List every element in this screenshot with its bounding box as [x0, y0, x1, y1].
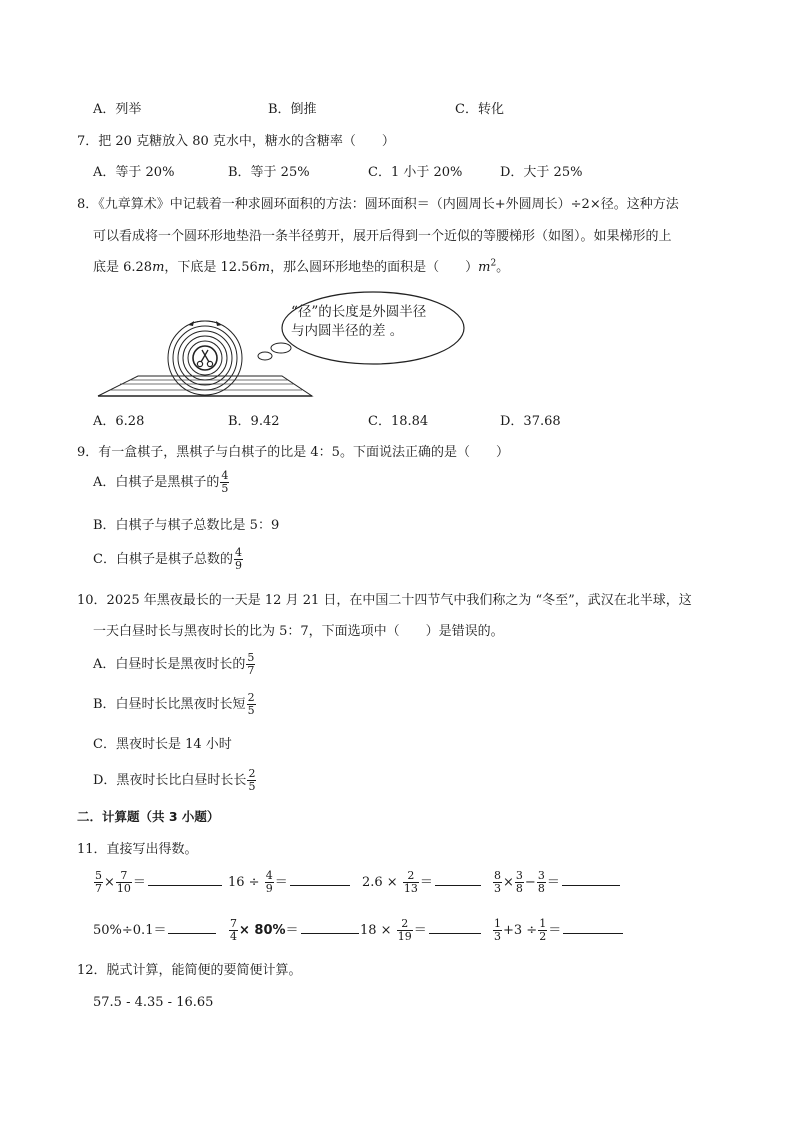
bubble-text-line-2: 与内圆半径的差 。 [291, 323, 404, 339]
q6-option-b: B．倒推 [268, 102, 317, 117]
scissors-icon [197, 350, 212, 367]
q9-option-c: C．白棋子是棋子总数的 $\frac{4}{9}$ [93, 546, 242, 572]
q9-stem: 9．有一盒棋子，黑棋子与白棋子的比是 4：5。下面说法正确的是（ ） [77, 445, 509, 460]
q9-option-a: A．白棋子是黑棋子的 $\frac{4}{5}$ [93, 469, 229, 495]
q11-item-1: $\frac{5}{7}$ × $\frac{7}{10}$ ＝ [93, 868, 222, 898]
q8-option-d: D．37.68 [500, 414, 561, 429]
q11-item-2: 16 ÷ $\frac{4}{9}$ ＝ [228, 868, 350, 898]
q7-option-c: C．1 小于 20% [368, 165, 463, 180]
q7-stem: 7．把 20 克糖放入 80 克水中，糖水的含糖率（ ） [77, 134, 395, 149]
q11-item-5: 50%÷0.1＝ [93, 916, 216, 946]
q8-line-2: 可以看成将一个圆环形地垫沿一条半径剪开，展开后得到一个近似的等腰梯形（如图）。如果梯形的上 [93, 229, 672, 244]
q10-option-a: A．白昼时长是黑夜时长的 $\frac{5}{7}$ [93, 651, 255, 677]
q11-item-8: $\frac{1}{3}$ +3 ÷ $\frac{1}{2}$ ＝ [492, 916, 623, 946]
q11-item-6: $\frac{7}{4}$ × 80%＝ [228, 916, 359, 946]
q11-item-7: 18 × $\frac{2}{19}$ ＝ [360, 916, 481, 946]
q12-stem: 12．脱式计算，能简便的要简便计算。 [77, 963, 302, 978]
q10-line-1: 10．2025 年黑夜最长的一天是 12 月 21 日，在中国二十四节气中我们称之为 “冬至”，武汉在北半球，这 [77, 593, 692, 608]
section-2-title: 二．计算题（共 3 小题） [77, 809, 220, 824]
q6-option-a: A．列举 [93, 102, 142, 117]
q8-line-1: 8．《九章算术》中记载着一种求圆环面积的方法：圆环面积＝（内圆周长+外圆周长）÷2×径。这种方法 [77, 197, 679, 212]
q7-option-d: D．大于 25% [500, 165, 583, 180]
q10-option-c: C．黑夜时长是 14 小时 [93, 737, 232, 752]
q11-stem: 11．直接写出得数。 [77, 842, 198, 857]
q8-option-a: A．6.28 [93, 414, 145, 429]
q9-option-b: B．白棋子与棋子总数比是 5：9 [93, 518, 280, 533]
q8-line-3: 底是 6.28m，下底是 12.56m，那么圆环形地垫的面积是（ ）$m^2$。 [93, 258, 510, 275]
q8-option-b: B．9.42 [228, 414, 280, 429]
q7-option-b: B．等于 25% [228, 165, 310, 180]
q8-option-c: C．18.84 [368, 414, 429, 429]
q6-option-c: C．转化 [455, 102, 504, 117]
q10-line-2: 一天白昼时长与黑夜时长的比为 5：7，下面选项中（ ）是错误的。 [93, 624, 504, 639]
q11-item-3: 2.6 × $\frac{2}{13}$ ＝ [362, 868, 481, 898]
bubble-text-line-1: “径”的长度是外圆半径 [291, 304, 427, 320]
q10-option-b: B．白昼时长比黑夜时长短 $\frac{2}{5}$ [93, 691, 255, 717]
q11-item-4: $\frac{8}{3}$ × $\frac{3}{8}$ − $\frac{3}{8}$ ＝ [492, 868, 620, 898]
q12-expression: 57.5 - 4.35 - 16.65 [93, 995, 214, 1010]
q10-option-d: D．黑夜时长比白昼时长长 $\frac{2}{5}$ [93, 767, 256, 793]
q7-option-a: A．等于 20% [93, 165, 175, 180]
